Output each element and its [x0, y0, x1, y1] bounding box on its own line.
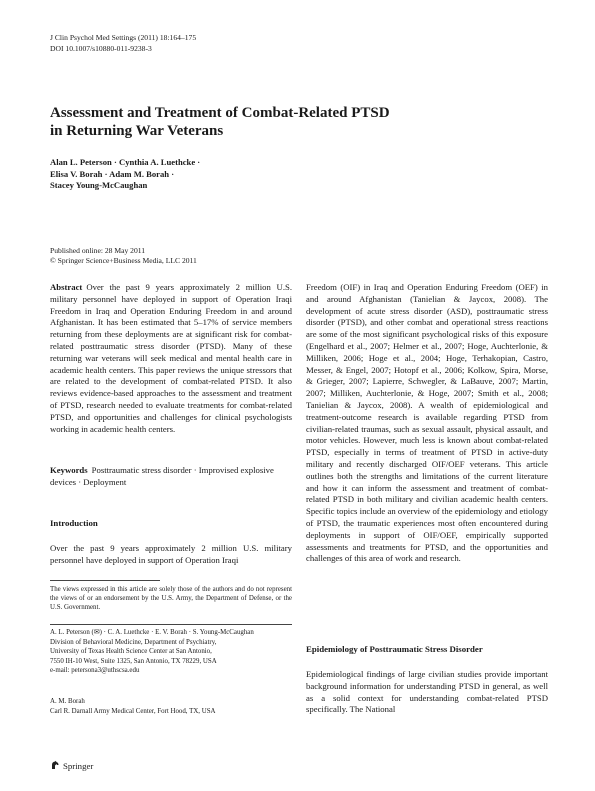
- introduction-heading: Introduction: [50, 518, 98, 528]
- affiliation-address: 7550 IH-10 West, Suite 1325, San Antonio, TX 78229, USA: [50, 657, 217, 665]
- journal-doi[interactable]: DOI 10.1007/s10880-011-9238-3: [50, 43, 152, 53]
- springer-horse-icon: [50, 760, 60, 772]
- copyright-notice: © Springer Science+Business Media, LLC 2011: [50, 256, 197, 266]
- article-title: [50, 104, 520, 140]
- abstract: [50, 282, 292, 435]
- epidemiology-paragraph: Epidemiological findings of large civilian studies provide important background information for understanding PTSD in general, as well as a solid context for understanding combat-related PTSD specifically. The National: [306, 669, 548, 715]
- footnote-divider: [50, 580, 160, 581]
- affiliation-names-1: A. L. Peterson (✉) · C. A. Luethcke · E. V. Borah · S. Young-McCaughan: [50, 629, 254, 636]
- introduction-paragraph: Over the past 9 years approximately 2 million U.S. military personnel have deployed in support of Operation Iraqi: [50, 543, 292, 565]
- disclaimer-footnote: The views expressed in this article are solely those of the authors and do not represent the views of or an endorsement by the U.S. Army, the Department of Defense, or the U.S. Government.: [50, 586, 292, 612]
- intro-continued-paragraph: Freedom (OIF) in Iraq and Operation Enduring Freedom (OEF) in and around Afghanistan (Tanielian & Jaycox, 2008). The development of acute stress disorder (ASD), posttraumatic stress disorder (PTSD), and other combat and operational stress reactions are some of the most significant psychological risks of this exposure (Engelhard et al., 2007; Helmer et al., 2007; Hoge, Auchterlonie, & Milliken, 2006; Hoge et al., 2004; Hoge, Terhakopian, Castro, Messer, & Engel, 2007; Hotopf et al., 2006; Kolkow, Spira, Morse, & Grieger, 2007; Lapierre, Schwegler, & LaBauve, 2007; Martin, 2007; Milliken, Auchterlonie, & Hoge, 2007; Smith et al., 2008; Tanielian & Jaycox, 2008). A wealth of epidemiological and treatment-outcome research is available regarding PTSD from civilian-related traumas, such as sexual assault, physical assault, and motor vehicles. However, much less is known about combat-related PTSD, especially in terms of treatment of PTSD in active-duty military and recently discharged OIF/OEF veterans. This article outlines both the strengths and limitations of the current literature and how it can inform the assessment and treatment of combat-related PTSD in both military and civilian academic health centers. Specific topics include an overview of the epidemiology and etiology of PTSD, the traumatic experiences most often encountered during deployments in support of OIF/OEF, empirically supported assessments and treatments for PTSD, and the opportunities and challenges of this area of work and research.: [306, 282, 548, 564]
- epidemiology-text: [306, 669, 548, 716]
- published-date: Published online: 28 May 2011: [50, 246, 146, 255]
- affiliation-divider: [50, 624, 292, 625]
- authors-line-2: Elisa V. Borah · Adam M. Borah ·: [50, 168, 175, 179]
- author-list: [50, 157, 350, 192]
- affiliation-department: Division of Behavioral Medicine, Department of Psychiatry,: [50, 638, 217, 646]
- intro-continued: [306, 282, 548, 565]
- publisher-logo: [50, 760, 93, 772]
- title-line-1: Assessment and Treatment of Combat-Related PTSD: [50, 105, 390, 121]
- title-line-2: in Returning War Veterans: [50, 123, 224, 139]
- affiliation-names-2: A. M. Borah: [50, 698, 85, 705]
- affiliation-block-2: [50, 697, 292, 716]
- journal-header: [50, 33, 196, 54]
- publication-info: [50, 246, 197, 266]
- journal-citation: J Clin Psychol Med Settings (2011) 18:164–175: [50, 33, 197, 42]
- authors-line-1: Alan L. Peterson · Cynthia A. Luethcke ·: [50, 157, 201, 167]
- publisher-name: Springer: [63, 761, 94, 771]
- keywords-label: Keywords: [50, 465, 88, 475]
- affiliation-center: Carl R. Darnall Army Medical Center, Fort Hood, TX, USA: [50, 707, 216, 715]
- abstract-label: Abstract: [50, 282, 83, 292]
- affiliation-email[interactable]: e-mail: petersona3@uthscsa.edu: [50, 667, 140, 675]
- affiliation-university: University of Texas Health Science Center at San Antonio,: [50, 648, 212, 656]
- affiliation-block-1: [50, 628, 292, 676]
- authors-line-3: Stacey Young-McCaughan: [50, 180, 148, 190]
- keywords: [50, 465, 292, 489]
- epidemiology-heading: Epidemiology of Posttraumatic Stress Disorder: [306, 644, 483, 654]
- keywords-text: Posttraumatic stress disorder · Improvised explosive devices · Deployment: [50, 465, 274, 487]
- introduction-text: [50, 543, 292, 567]
- abstract-text: Over the past 9 years approximately 2 million U.S. military personnel have deployed in support of Operation Iraqi Freedom in Iraq and Operation Enduring Freedom in and around Afghanistan. It has been estimated that 5–17% of service members returning from these deployments are at significant risk for combat-related posttraumatic stress disorder (PTSD). Many of these returning war veterans will seek medical and mental health care in academic health centers. This paper reviews the unique stressors that are related to the development of combat-related PTSD. It also reviews evidence-based approaches to the assessment and treatment of PTSD, research needed to evaluate treatments for combat-related PTSD, and opportunities and challenges for clinical psychologists working in academic health centers.: [50, 282, 292, 434]
